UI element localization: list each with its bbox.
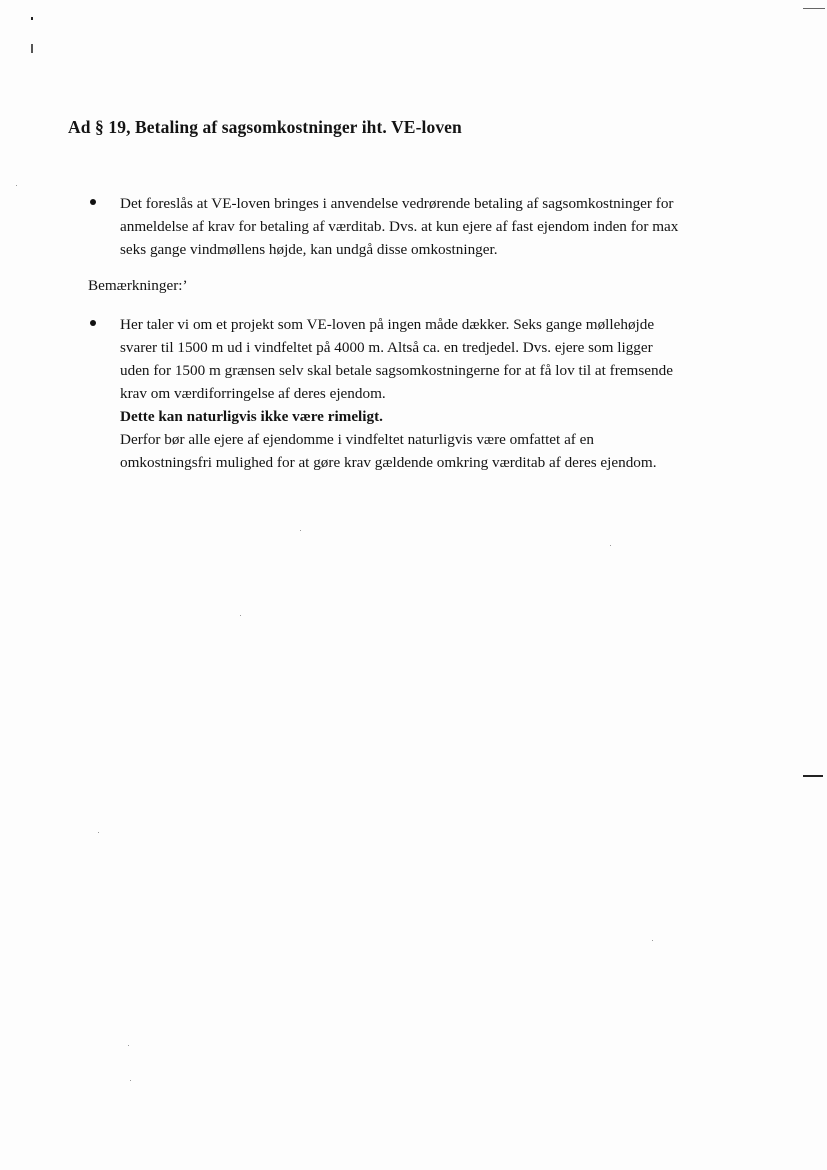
scan-speck (16, 185, 17, 186)
text-line: Derfor bør alle ejere af ejendomme i vindfeltet naturligvis være omfattet af en (120, 431, 594, 448)
text-line: uden for 1500 m grænsen selv skal betale sagsomkostningerne for at få lov til at fremsende (120, 362, 673, 379)
scan-speck (300, 530, 301, 531)
scan-mark (803, 8, 825, 9)
scan-speck (610, 545, 611, 546)
section-heading: Ad § 19, Betaling af sagsomkostninger iht. VE-loven (68, 117, 462, 137)
bullet-text (120, 192, 750, 261)
scan-speck (652, 940, 653, 941)
bullet-icon (90, 199, 96, 205)
scan-speck (240, 615, 241, 616)
text-line: seks gange vindmøllens højde, kan undgå disse omkostninger. (120, 241, 498, 258)
emphasis-line: Dette kan naturligvis ikke være rimeligt. (120, 408, 383, 425)
scan-speck (128, 1045, 129, 1046)
text-line: svarer til 1500 m ud i vindfeltet på 4000 m. Altså ca. en tredjedel. Dvs. ejere som ligger (120, 339, 653, 356)
scan-mark (803, 775, 823, 777)
scan-speck (98, 832, 99, 833)
remarks-label: Bemærkninger:’ (88, 277, 188, 294)
text-line: anmeldelse af krav for betaling af værditab. Dvs. at kun ejere af fast ejendom inden for max (120, 218, 679, 235)
text-line: omkostningsfri mulighed for at gøre krav gældende omkring værditab af deres ejendom. (120, 454, 657, 471)
text-line: krav om værdiforringelse af deres ejendom. (120, 385, 386, 402)
scan-speck (130, 1080, 131, 1081)
bullet-icon (90, 320, 96, 326)
bullet-text (120, 313, 750, 474)
scan-mark (31, 44, 33, 53)
text-line: Det foreslås at VE-loven bringes i anvendelse vedrørende betaling af sagsomkostninger for (120, 195, 674, 212)
text-line: Her taler vi om et projekt som VE-loven på ingen måde dækker. Seks gange møllehøjde (120, 316, 655, 333)
scan-mark (31, 17, 33, 20)
